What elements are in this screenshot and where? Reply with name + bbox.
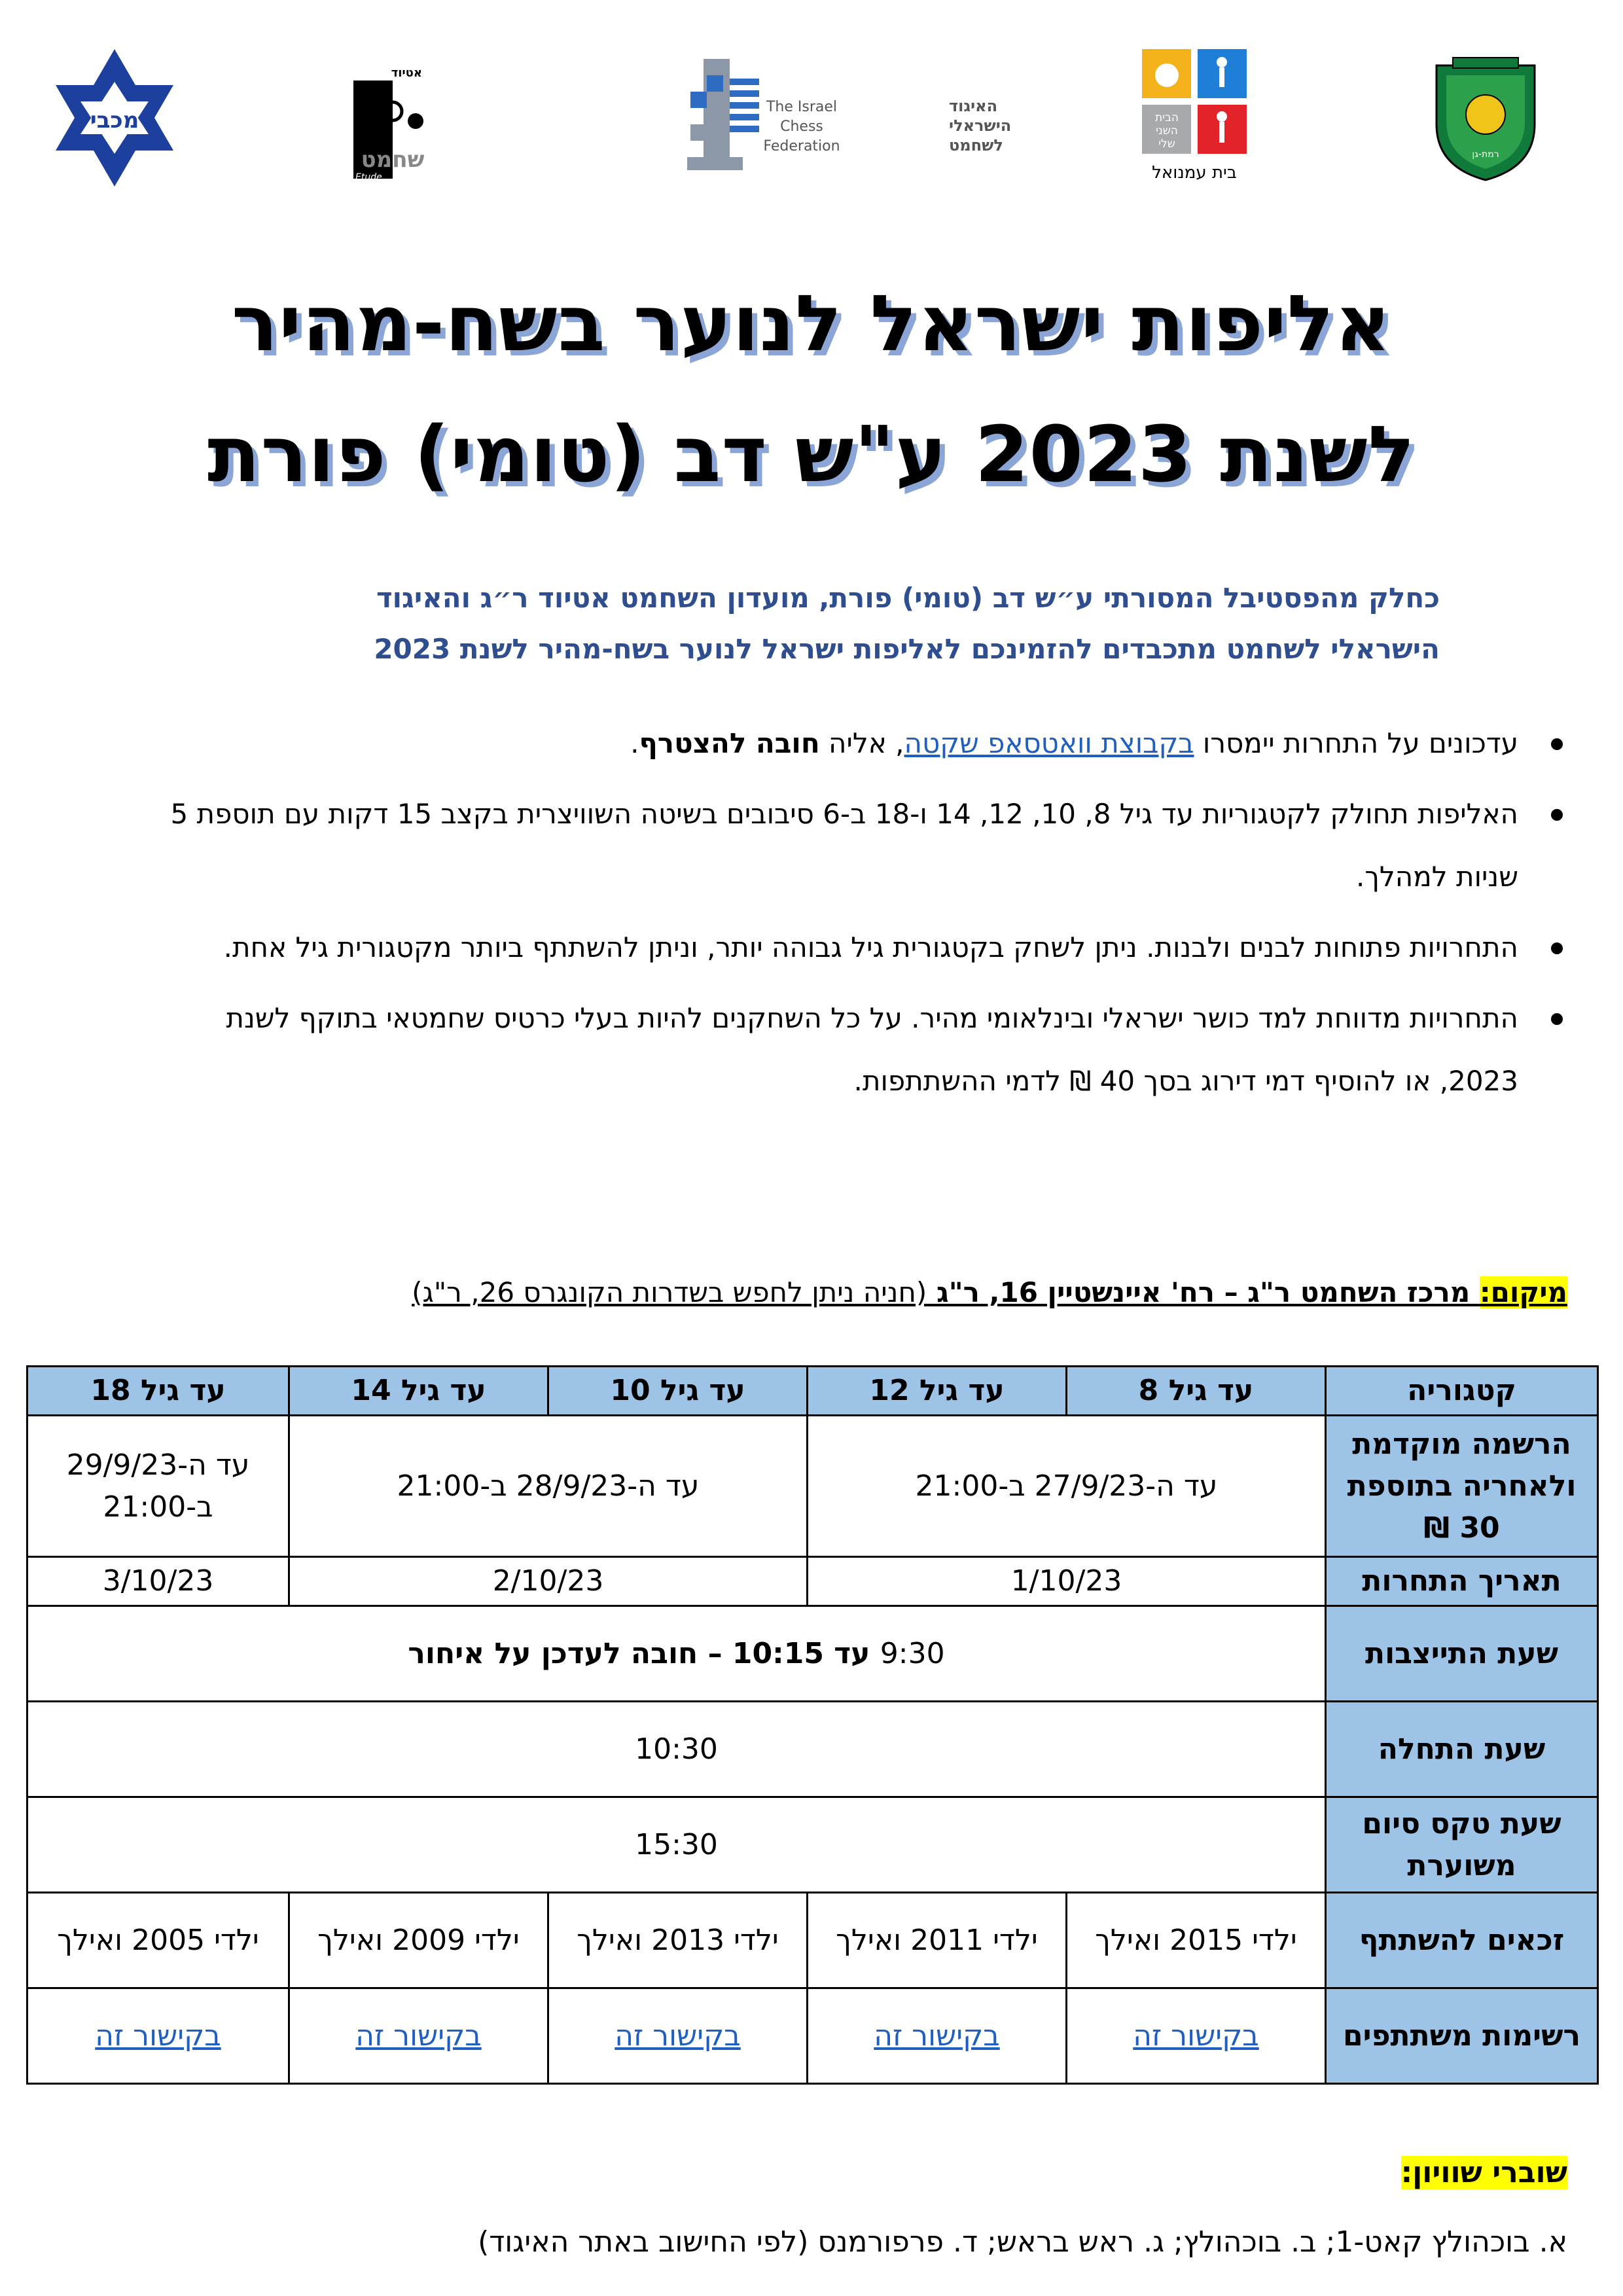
table-row-date xyxy=(27,1557,1598,1606)
beit-emanuel-logo xyxy=(1135,46,1253,187)
header-u18: עד גיל 18 xyxy=(27,1367,289,1416)
bullet-open: התחרויות פתוחות לבנים ולבנות. ניתן לשחק בקטגורית גיל גבוהה יותר, וניתן להשתתף ביותר מקטגורית גיל אחת. xyxy=(144,916,1518,979)
federation-he-2: הישראלי xyxy=(949,117,1012,135)
start-time-label: שעת התחלה xyxy=(1326,1702,1598,1797)
registration-group3: עד ה-29/9/23 ב-21:00 xyxy=(27,1416,289,1557)
checkin-rest: עד 10:15 – חובה לעדכן על איחור xyxy=(408,1636,880,1670)
sun-icon xyxy=(1155,63,1179,87)
beit-caption: בית עמנואל xyxy=(1152,163,1237,183)
eligible-u14: ילדי 2009 ואילך xyxy=(289,1893,548,1988)
registration-label: הרשמה מוקדמת ולאחריה בתוספת 30 ₪ xyxy=(1326,1416,1598,1557)
etude-logo xyxy=(350,62,435,183)
federation-en-2: Chess xyxy=(780,118,823,135)
registration-group1: עד ה-27/9/23 ב-21:00 xyxy=(808,1416,1326,1557)
date-group1: 1/10/23 xyxy=(808,1557,1326,1606)
checkin-label: שעת התייצבות xyxy=(1326,1606,1598,1702)
date-group3: 3/10/23 xyxy=(27,1557,289,1606)
maccabi-logo xyxy=(49,46,180,190)
etude-logo-top: אטיוד xyxy=(391,66,422,80)
eligible-u8: ילדי 2015 ואילך xyxy=(1067,1893,1326,1988)
header-u10: עד גיל 10 xyxy=(548,1367,808,1416)
ramat-gan-emblem xyxy=(1430,52,1541,183)
football-player-icon xyxy=(1217,57,1227,67)
header-u14: עד גיל 14 xyxy=(289,1367,548,1416)
bullet-rating: התחרויות מדווחת למד כושר ישראלי ובינלאומי מהיר. על כל השחקנים להיות בעלי כרטיס שחמטאי בתוקף לשנת 2023, או להוסיף דמי דירוג בסך 40 ₪ לדמי ההשתתפות. xyxy=(144,987,1518,1113)
location-label: מיקום: xyxy=(1479,1276,1567,1308)
lists-link-u18[interactable]: בקישור זה xyxy=(95,2018,221,2053)
bullet-whatsapp xyxy=(144,712,1518,775)
tiebreaks-text: א. בוכהולץ קאט-1; ב. בוכהולץ; ג. ראש בראש; ד. פרפורמנס (לפי החישוב באתר האיגוד) xyxy=(478,2225,1567,2259)
federation-he-3: לשחמט xyxy=(949,136,1003,154)
eligible-label: זכאים להשתתף xyxy=(1326,1893,1598,1988)
beit-line2: השני xyxy=(1156,124,1178,137)
chess-federation-logo xyxy=(681,52,1012,177)
location-address: מרכז השחמט ר"ג – רח' איינשטיין 16, ר"ג xyxy=(927,1276,1480,1308)
table-row-checkin xyxy=(27,1606,1598,1702)
location-parking: (חניה ניתן לחפש בשדרות הקונגרס 26, ר"ג) xyxy=(412,1276,927,1308)
header-u8: עד גיל 8 xyxy=(1067,1367,1326,1416)
bullet-whatsapp-bold: חובה להצטרף xyxy=(639,727,820,759)
table-header-row xyxy=(27,1367,1598,1416)
emblem-center-icon xyxy=(1466,95,1505,134)
lists-label: רשימות משתתפים xyxy=(1326,1988,1598,2084)
info-bullets xyxy=(144,712,1571,1121)
federation-en-1: The Israel xyxy=(766,99,838,115)
maccabi-logo-text: מכבי xyxy=(90,107,139,134)
intro-line1: כחלק מהפסטיבל המסורתי ע״ש דב (טומי) פורת, מועדון השחמט אטיוד ר״ג והאיגוד xyxy=(376,582,1440,614)
table-row-eligible xyxy=(27,1893,1598,1988)
table-row-closing xyxy=(27,1797,1598,1893)
header-category: קטגוריה xyxy=(1326,1367,1598,1416)
date-group2: 2/10/23 xyxy=(289,1557,808,1606)
page-title-line2: לשנת 2023 ע"ש דב (טומי) פורת xyxy=(207,409,1416,499)
beit-line1: הבית xyxy=(1155,111,1179,124)
closing-value: 15:30 xyxy=(27,1797,1326,1893)
location-line xyxy=(196,1273,1567,1312)
registration-group2: עד ה-28/9/23 ב-21:00 xyxy=(289,1416,808,1557)
page-title-line1: אליפות ישראל לנוער בשח-מהיר xyxy=(231,278,1392,368)
lists-link-u12[interactable]: בקישור זה xyxy=(874,2018,1000,2053)
etude-logo-main: שחמט xyxy=(361,147,425,173)
eligible-u10: ילדי 2013 ואילך xyxy=(548,1893,808,1988)
lists-link-u10[interactable]: בקישור זה xyxy=(615,2018,741,2053)
eligible-u12: ילדי 2011 ואילך xyxy=(808,1893,1067,1988)
schedule-table xyxy=(26,1365,1599,2085)
lists-link-u14[interactable]: בקישור זה xyxy=(355,2018,482,2053)
table-row-lists xyxy=(27,1988,1598,2084)
bullet-whatsapp-mid: , אליה xyxy=(819,727,904,759)
header-u12: עד גיל 12 xyxy=(808,1367,1067,1416)
etude-logo-small: Etude xyxy=(355,172,382,183)
dancer-icon xyxy=(1217,111,1227,122)
intro-text xyxy=(177,573,1440,675)
table-row-registration xyxy=(27,1416,1598,1557)
city-caption: רמת-גן xyxy=(1472,149,1499,160)
lists-link-u8[interactable]: בקישור זה xyxy=(1133,2018,1259,2053)
date-label: תאריך התחרות xyxy=(1326,1557,1598,1606)
checkin-start: 9:30 xyxy=(880,1636,945,1670)
closing-label: שעת טקס סיום משוערת xyxy=(1326,1797,1598,1893)
table-row-start xyxy=(27,1702,1598,1797)
federation-en-3: Federation xyxy=(763,138,840,154)
eligible-u18: ילדי 2005 ואילך xyxy=(27,1893,289,1988)
beit-line3: שלי xyxy=(1158,137,1175,151)
tiebreaks-heading-text: שוברי שוויון: xyxy=(1400,2156,1567,2189)
bullet-categories: האליפות תחולק לקטגוריות עד גיל 8, 10, 12, 14 ו-18 ב-6 סיבובים בשיטה השוויצרית בקצב 15 דקות עם תוספת 5 שניות למהלך. xyxy=(144,783,1518,908)
checkin-value xyxy=(27,1606,1326,1702)
start-time-value: 10:30 xyxy=(27,1702,1326,1797)
bullet-whatsapp-text: עדכונים על התחרות יימסרו xyxy=(1194,727,1518,759)
tiebreaks-heading xyxy=(1381,2153,1567,2193)
bullet-whatsapp-end: . xyxy=(630,727,639,759)
intro-line2: הישראלי לשחמט מתכבדים להזמינכם לאליפות ישראל לנוער בשח-מהיר לשנת 2023 xyxy=(374,633,1440,665)
whatsapp-group-link[interactable]: בקבוצת וואטסאפ שקטה xyxy=(904,727,1194,759)
federation-he-1: האיגוד xyxy=(949,97,998,115)
